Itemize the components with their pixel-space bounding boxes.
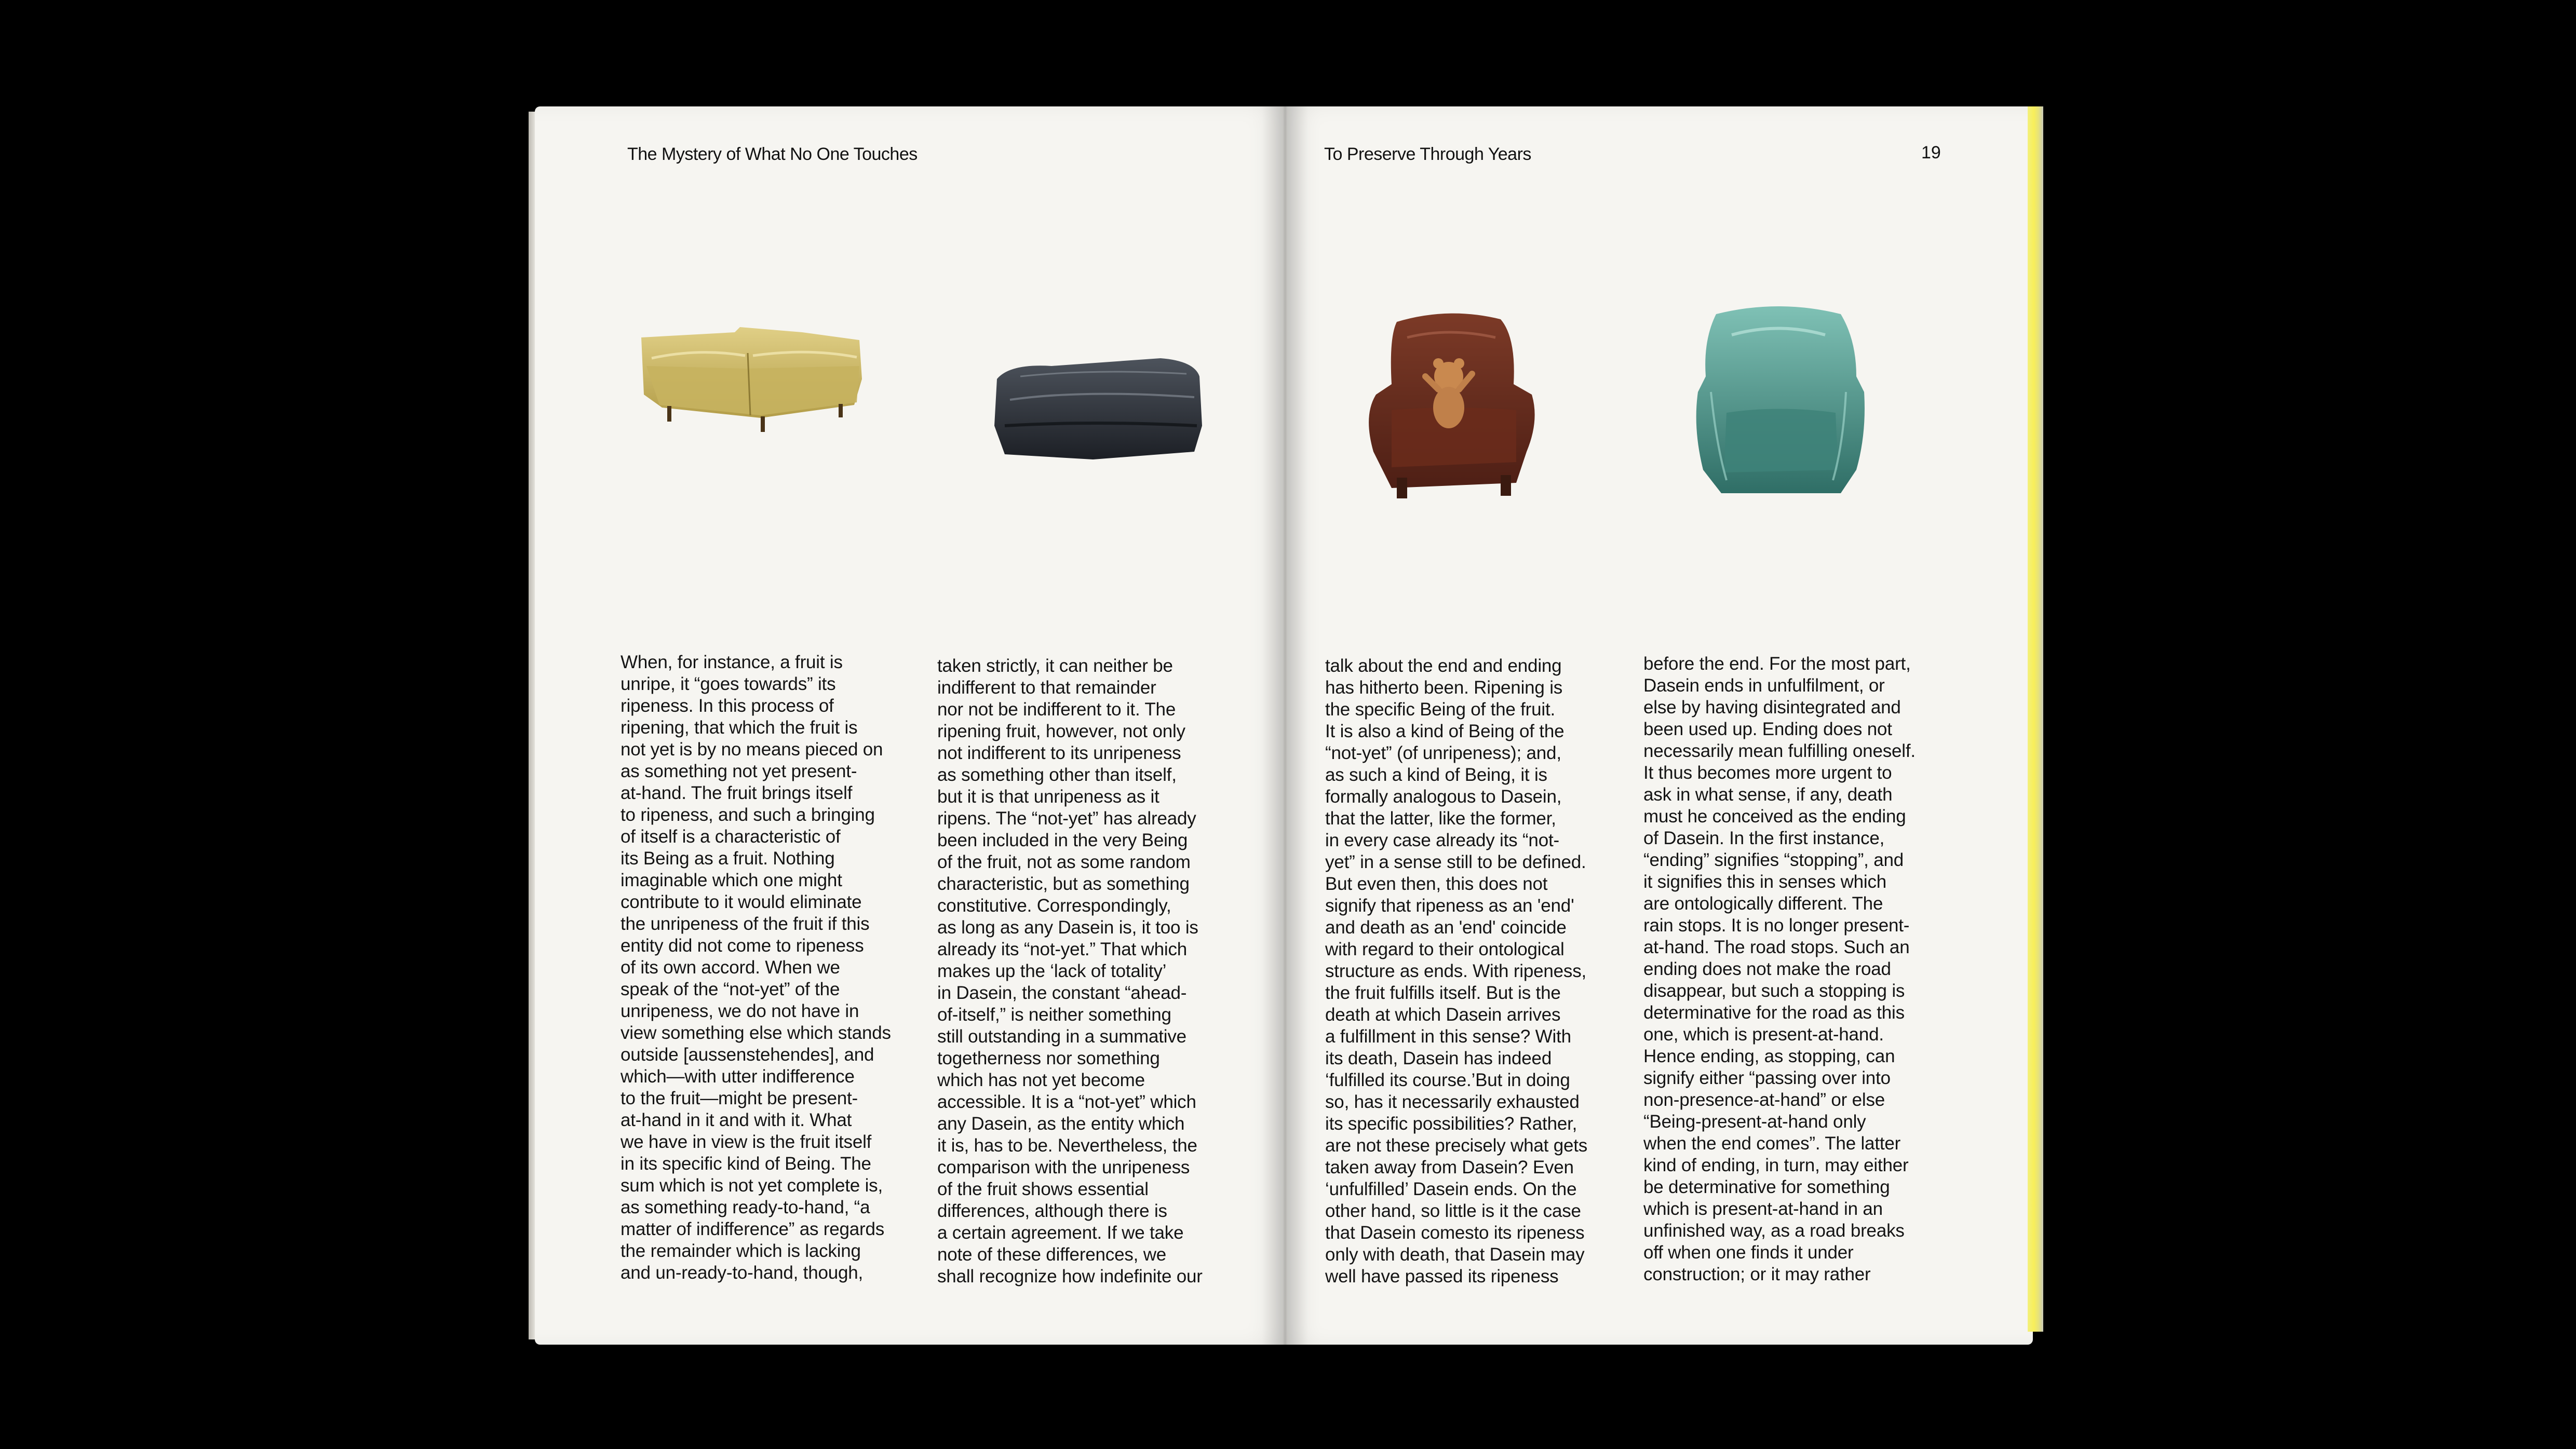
text-line: well have passed its ripeness [1325, 1266, 1559, 1287]
text-line: not indifferent to its unripeness [937, 743, 1181, 763]
text-line: unfinished way, as a road breaks [1643, 1221, 1905, 1241]
text-line: construction; or it may rather [1643, 1264, 1871, 1284]
text-line: sum which is not yet complete is, [621, 1175, 883, 1196]
text-line: in its specific kind of Being. The [621, 1154, 871, 1174]
text-line: not yet is by no means pieced on [621, 739, 883, 760]
text-line: determinative for the road as this [1643, 1003, 1905, 1023]
text-line: taken strictly, it can neither be [937, 656, 1173, 676]
text-line: with regard to their ontological [1325, 939, 1565, 959]
text-line: of Dasein. In the first instance, [1643, 828, 1885, 848]
text-line: as long as any Dasein is, it too is [937, 917, 1198, 938]
text-line: which is present-at-hand in an [1643, 1199, 1883, 1219]
text-line: a fulfillment in this sense? With [1325, 1026, 1571, 1047]
text-column-2 [937, 655, 1203, 1288]
text-line: But even then, this does not [1325, 874, 1548, 894]
text-line: in Dasein, the constant “ahead- [937, 983, 1187, 1003]
text-line: talk about the end and ending [1325, 656, 1562, 676]
text-line: of its own accord. When we [621, 957, 840, 978]
text-line: in every case already its “not- [1325, 830, 1559, 850]
text-line: as something not yet present- [621, 761, 857, 781]
text-line: other hand, so little is it the case [1325, 1201, 1581, 1221]
text-line: It thus becomes more urgent to [1643, 763, 1892, 783]
text-line: as something ready-to-hand, “a [621, 1197, 870, 1217]
text-line: ending does not make the road [1643, 959, 1891, 979]
text-line: unripe, it “goes towards” its [621, 674, 836, 694]
text-line: view something else which stands [621, 1023, 891, 1043]
text-line: indifferent to that remainder [937, 678, 1156, 698]
text-line: outside [aussenstehendes], and [621, 1045, 874, 1065]
text-line: has hitherto been. Ripening is [1325, 678, 1563, 698]
text-line: we have in view is the fruit itself [621, 1132, 872, 1152]
book-gutter [1262, 106, 1309, 1345]
text-line: a certain agreement. If we take [937, 1223, 1184, 1243]
text-line: it is, has to be. Nevertheless, the [937, 1135, 1197, 1156]
text-line: When, for instance, a fruit is [621, 652, 843, 672]
left-running-head: The Mystery of What No One Touches [627, 144, 918, 164]
text-line: rain stops. It is no longer present- [1643, 915, 1910, 936]
text-line: which has not yet become [937, 1070, 1145, 1090]
text-line: Hence ending, as stopping, can [1643, 1046, 1895, 1066]
text-line: death at which Dasein arrives [1325, 1005, 1561, 1025]
text-line: formally analogous to Dasein, [1325, 787, 1562, 807]
yellow-wrapped-sofa-image [631, 317, 870, 436]
text-line: differences, although there is [937, 1201, 1167, 1221]
text-line: kind of ending, in turn, may either [1643, 1155, 1909, 1175]
text-line: that Dasein comesto its ripeness [1325, 1223, 1585, 1243]
text-column-4 [1643, 653, 1916, 1285]
text-line: its Being as a fruit. Nothing [621, 848, 835, 869]
text-line: already its “not-yet.” That which [937, 939, 1188, 959]
text-line: at-hand. The fruit brings itself [621, 783, 853, 803]
text-line: to the fruit—might be present- [621, 1088, 858, 1108]
text-line: signify either “passing over into [1643, 1068, 1891, 1088]
text-line: as such a kind of Being, it is [1325, 765, 1547, 785]
text-line: disappear, but such a stopping is [1643, 981, 1905, 1001]
text-line: accessible. It is a “not-yet” which [937, 1092, 1196, 1112]
text-line: of the fruit shows essential [937, 1179, 1149, 1199]
text-line: “ending” signifies “stopping”, and [1643, 850, 1904, 870]
text-line: comparison with the unripeness [937, 1157, 1190, 1177]
text-line: entity did not come to ripeness [621, 936, 864, 956]
text-line: its death, Dasein has indeed [1325, 1048, 1552, 1068]
text-line: It is also a kind of Being of the [1325, 721, 1565, 741]
text-line: “Being-present-at-hand only [1643, 1112, 1866, 1132]
text-line: that the latter, like the former, [1325, 808, 1556, 829]
text-column-3 [1325, 655, 1587, 1288]
text-line: still outstanding in a summative [937, 1026, 1186, 1047]
right-page-edge-yellow [2028, 106, 2043, 1332]
text-line: the remainder which is lacking [621, 1241, 861, 1261]
text-line: any Dasein, as the entity which [937, 1114, 1185, 1134]
text-line: of itself is a characteristic of [621, 827, 841, 847]
text-line: been included in the very Being [937, 830, 1188, 850]
text-line: shall recognize how indefinite our [937, 1266, 1203, 1287]
text-line: the fruit fulfills itself. But is the [1325, 983, 1561, 1003]
text-line: togetherness nor something [937, 1048, 1160, 1068]
page-number: 19 [1921, 143, 1941, 162]
text-line: yet” in a sense still to be defined. [1325, 852, 1586, 872]
text-line: are not these precisely what gets [1325, 1135, 1588, 1156]
text-line: note of these differences, we [937, 1244, 1167, 1265]
text-line: Dasein ends in unfulfilment, or [1643, 675, 1885, 696]
text-line: so, has it necessarily exhausted [1325, 1092, 1580, 1112]
text-line: ripening, that which the fruit is [621, 717, 858, 738]
text-line: ripeness. In this process of [621, 696, 834, 716]
text-line: off when one finds it under [1643, 1242, 1854, 1263]
teal-wrapped-armchair-image [1690, 299, 1869, 498]
text-line: it signifies this in senses which [1643, 872, 1887, 892]
text-column-1 [621, 652, 891, 1284]
text-line: constitutive. Correspondingly, [937, 896, 1171, 916]
text-line: ‘unfulfilled’ Dasein ends. On the [1325, 1179, 1577, 1199]
text-line: makes up the ‘lack of totality’ [937, 961, 1167, 981]
text-line: of-itself,” is neither something [937, 1005, 1171, 1025]
text-line: and un-ready-to-hand, though, [621, 1263, 864, 1283]
text-line: been used up. Ending does not [1643, 719, 1892, 739]
text-line: only with death, that Dasein may [1325, 1244, 1585, 1265]
text-line: as something other than itself, [937, 765, 1177, 785]
text-line: are ontologically different. The [1643, 893, 1883, 914]
text-line: its specific possibilities? Rather, [1325, 1114, 1577, 1134]
text-line: “not-yet” (of unripeness); and, [1325, 743, 1561, 763]
text-line: speak of the “not-yet” of the [621, 979, 840, 999]
text-line: taken away from Dasein? Even [1325, 1157, 1574, 1177]
text-line: structure as ends. With ripeness, [1325, 961, 1587, 981]
right-running-head: To Preserve Through Years [1324, 144, 1531, 164]
text-line: necessarily mean fulfilling oneself. [1643, 741, 1916, 761]
text-line: signify that ripeness as an 'end' [1325, 896, 1574, 916]
text-line: ‘fulfilled its course.’But in doing [1325, 1070, 1570, 1090]
text-line: of the fruit, not as some random [937, 852, 1191, 872]
text-line: before the end. For the most part, [1643, 654, 1911, 674]
text-line: unripeness, we do not have in [621, 1001, 859, 1021]
text-line: the specific Being of the fruit. [1325, 699, 1556, 720]
text-line: at-hand. The road stops. Such an [1643, 937, 1910, 957]
text-line: nor not be indifferent to it. The [937, 699, 1176, 720]
text-line: ask in what sense, if any, death [1643, 784, 1893, 805]
text-line: imaginable which one might [621, 870, 842, 890]
text-line: must he conceived as the ending [1643, 806, 1906, 827]
text-line: characteristic, but as something [937, 874, 1190, 894]
text-line: else by having disintegrated and [1643, 697, 1901, 717]
text-line: which—with utter indifference [621, 1066, 855, 1087]
text-line: when the end comes”. The latter [1643, 1133, 1901, 1154]
black-wrapped-sofa-image [989, 348, 1205, 467]
brown-armchair-with-teddy-bear-image [1360, 306, 1540, 504]
text-line: matter of indifference” as regards [621, 1219, 885, 1239]
text-line: one, which is present-at-hand. [1643, 1024, 1884, 1045]
text-line: non-presence-at-hand” or else [1643, 1090, 1885, 1110]
text-line: the unripeness of the fruit if this [621, 914, 870, 934]
text-line: at-hand in it and with it. What [621, 1110, 852, 1130]
text-line: but it is that unripeness as it [937, 787, 1159, 807]
text-line: ripens. The “not-yet” has already [937, 808, 1196, 829]
text-line: contribute to it would eliminate [621, 892, 862, 912]
text-line: to ripeness, and such a bringing [621, 805, 875, 825]
text-line: ripening fruit, however, not only [937, 721, 1185, 741]
text-line: be determinative for something [1643, 1177, 1890, 1197]
text-line: and death as an 'end' coincide [1325, 917, 1567, 938]
